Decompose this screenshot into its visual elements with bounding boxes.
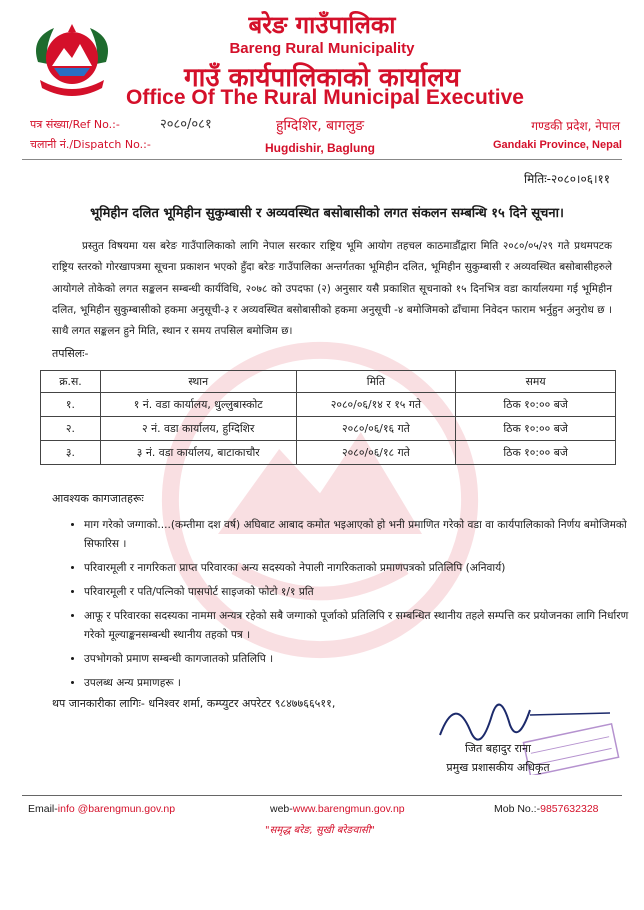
table-row	[41, 417, 616, 441]
table-header-row	[41, 371, 616, 393]
table-cell: २.	[41, 417, 101, 441]
table-row	[41, 393, 616, 417]
list-item: • माग गरेको जग्गाको....(कम्तीमा दश वर्ष) अघिबाट आबाद कमोत भइआएको हो भनी प्रमाणित गरेको वडा वा कार्यपालिकाको निर्णय बमोजिमको सिफारिस ।	[84, 516, 644, 554]
dispatch-no-label: चलानी नं./Dispatch No.:-	[30, 138, 151, 151]
schedule-table	[40, 370, 616, 465]
province-nepali: गण्डकी प्रदेश, नेपाल	[531, 119, 620, 133]
email-label: Email-	[28, 803, 58, 815]
list-item: • आफू र परिवारका सदस्यका नाममा अन्यत्र रहेको सबै जग्गाको पूर्जाको प्रतिलिपि र सम्बन्धित स्थानीय तहले सम्पत्ति कर प्रयोजनका लागि निर्धारण गरेको मूल्याङ्कनसम्बन्धी स्थानीय तहको पत्र ।	[84, 607, 644, 645]
list-item: • उपलब्ध अन्य प्रमाणहरू ।	[84, 674, 644, 693]
column-header-time: समय	[456, 371, 616, 393]
required-documents-heading: आवश्यक कागजातहरूः	[52, 492, 144, 505]
mobile-number: 9857632328	[540, 803, 599, 815]
table-cell: २०८०/०६/१४ र १५ गते	[296, 393, 456, 417]
municipality-name-nepali: बरेङ गाउँपालिका	[248, 11, 396, 39]
column-header-place: स्थान	[100, 371, 296, 393]
ref-no-label: पत्र संख्या/Ref No.:-	[30, 118, 120, 131]
letter-date: मितिः-२०८०।०६।११	[523, 172, 610, 186]
web-label: web-	[270, 803, 293, 815]
table-cell: ठिक १०:०० बजे	[456, 417, 616, 441]
signer-title: प्रमुख प्रशासकीय अधिकृत	[446, 761, 550, 774]
table-cell: ३ नं. वडा कार्यालय, बाटाकाचौर	[100, 441, 296, 465]
list-item: • उपभोगको प्रमाण सम्बन्धी कागजातको प्रतिलिपि ।	[84, 650, 644, 669]
footer-slogan: "समृद्ध बरेङ, सुखी बरेङवासी"	[264, 825, 375, 836]
footer-divider	[22, 795, 622, 796]
required-documents-list	[52, 516, 644, 698]
table-cell: ठिक १०:०० बजे	[456, 393, 616, 417]
table-cell: १ नं. वडा कार्यालय, धुल्लुबास्कोट	[100, 393, 296, 417]
province-english: Gandaki Province, Nepal	[493, 139, 622, 151]
notice-title: भूमिहीन दलित भूमिहीन सुकुम्बासी र अव्यवस्थित बसोबासीको लगत संकलन सम्बन्धि १५ दिने सूचना।	[90, 206, 564, 221]
address-english: Hugdishir, Baglung	[265, 141, 375, 155]
table-cell: ३.	[41, 441, 101, 465]
footer-email	[28, 803, 175, 815]
table-cell: ठिक १०:०० बजे	[456, 441, 616, 465]
table-cell: १.	[41, 393, 101, 417]
header-divider	[22, 159, 622, 160]
ref-no-value: २०८०/०८१	[160, 117, 212, 132]
address-nepali: हुग्दिशिर, बागलुङ	[275, 118, 365, 134]
table-cell: २०८०/०६/१८ गते	[296, 441, 456, 465]
notice-body-paragraph: प्रस्तुत विषयमा यस बरेङ गाउँपालिकाको लागि नेपाल सरकार राष्ट्रिय भूमि आयोग तहचल काठमाडौंद्वारा मिति २०८०/०५/२९ गते प्रथमपटक राष्ट्रिय स्तरको गोरखापत्रमा सूचना प्रकाशन भएको हुँदा बरेङ गाउँपालिका अन्तर्गतका भूमिहीन दलित, भूमिहीन सुकुम्बासी र अव्यवस्थित बसोबासीहरुले आयोगले तोकेको लगत सङ्कलन सम्बन्धी कार्यविधि, २०७८ को उपदफा (२) अनुसार यसै प्रकाशित सूचनाको १५ दिनभित्र वडा कार्यालयमा गई भूमिहीन दलित, भूमिहीन सुकुम्बासीको हकमा अनुसूची-३ र अव्यवस्थित बसोबासीको हकमा अनुसूची -४ बमोजिमको ढाँचामा निवेदन फाराम भर्नुहुन अनुरोध छ ।साथै लगत सङ्कलन हुने मिति, स्थान र समय तपसिल बमोजिम छ।	[52, 240, 612, 338]
mobile-label: Mob No.:-	[494, 803, 541, 815]
column-header-serial: क्र.स.	[41, 371, 101, 393]
footer-website	[270, 803, 405, 815]
column-header-date: मिति	[296, 371, 456, 393]
table-cell: २ नं. वडा कार्यालय, हुग्दिशिर	[100, 417, 296, 441]
list-item: • परिवारमूली र पति/पत्निको पासपोर्ट साइजको फोटो १/१ प्रति	[84, 583, 644, 602]
list-item: • परिवारमूली र नागरिकता प्राप्त परिवारका अन्य सदस्यको नेपाली नागरिकताको प्रमाणपत्रको प्रतिलिपि (अनिवार्य)	[84, 559, 644, 578]
details-label: तपसिलः-	[52, 347, 89, 360]
table-cell: २०८०/०६/१६ गते	[296, 417, 456, 441]
footer-mobile	[494, 803, 599, 815]
email-address[interactable]: info @barengmun.gov.np	[57, 803, 176, 815]
nepal-emblem-logo	[24, 18, 120, 102]
contact-info-line: थप जानकारीका लागिः- धनिश्वर शर्मा, कम्प्युटर अपरेटर ९८४७७६६५११,	[52, 697, 336, 710]
office-name-nepali: गाउँ कार्यपालिकाको कार्यालय	[184, 63, 460, 93]
website-link[interactable]: www.barengmun.gov.np	[292, 803, 405, 815]
table-row	[41, 441, 616, 465]
office-name-english: Office Of The Rural Municipal Executive	[126, 86, 524, 109]
municipality-name-english: Bareng Rural Municipality	[229, 40, 415, 57]
signer-name: जित बहादुर राना	[465, 742, 531, 755]
